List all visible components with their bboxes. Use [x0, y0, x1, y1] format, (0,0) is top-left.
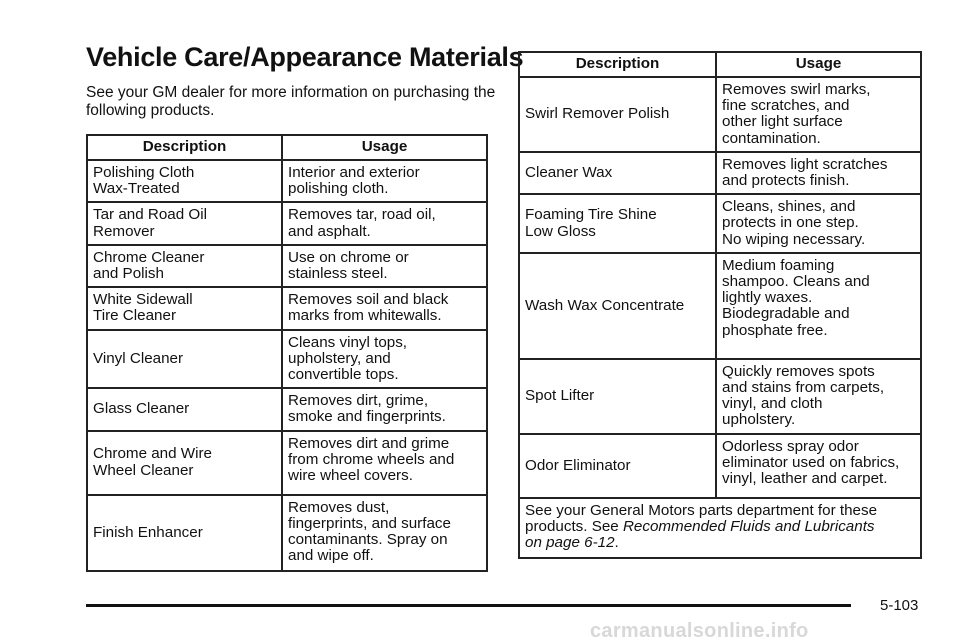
table-row — [87, 160, 487, 202]
usage-cell: Removes soil and black marks from whitewalls. — [282, 287, 487, 329]
description-cell: Tar and Road Oil Remover — [87, 202, 282, 244]
table-row — [87, 330, 487, 389]
footer-rule — [86, 604, 851, 607]
usage-cell: Removes dirt and grime from chrome wheels and wire wheel covers. — [282, 431, 487, 495]
intro-paragraph: See your GM dealer for more information on purchasing the following products. — [86, 84, 496, 119]
note-suffix: . — [614, 534, 619, 552]
description-header: Description — [87, 135, 282, 160]
usage-cell: Medium foaming shampoo. Cleans and lightly waxes. Biodegradable and phosphate free. — [716, 253, 921, 359]
description-header: Description — [519, 52, 716, 77]
note-line-1: See your General Motors parts department for these — [525, 501, 878, 519]
usage-header: Usage — [282, 135, 487, 160]
table-row — [87, 287, 487, 329]
watermark: carmanualsonline.info — [590, 620, 809, 642]
usage-cell: Use on chrome or stainless steel. — [282, 245, 487, 287]
table-row — [519, 77, 921, 152]
description-cell: Swirl Remover Polish — [519, 77, 716, 152]
description-cell: Wash Wax Concentrate — [519, 253, 716, 359]
description-cell: Foaming Tire Shine Low Gloss — [519, 194, 716, 253]
description-cell: White Sidewall Tire Cleaner — [87, 287, 282, 329]
description-cell: Cleaner Wax — [519, 152, 716, 194]
usage-cell: Quickly removes spots and stains from carpets, vinyl, and cloth upholstery. — [716, 359, 921, 434]
usage-cell: Removes dirt, grime, smoke and fingerprints. — [282, 388, 487, 430]
usage-cell: Interior and exterior polishing cloth. — [282, 160, 487, 202]
page-number: 5-103 — [880, 597, 919, 614]
table-row — [87, 388, 487, 430]
note-cross-reference-link[interactable]: Recommended Fluids and Lubricants on page 6-12 — [525, 517, 875, 552]
usage-cell: Cleans, shines, and protects in one step. No wiping necessary. — [716, 194, 921, 253]
table-note — [519, 498, 921, 559]
table-row — [519, 194, 921, 253]
table-header-row — [87, 135, 487, 160]
description-cell: Chrome and Wire Wheel Cleaner — [87, 431, 282, 495]
right-products-table — [518, 51, 922, 559]
left-products-table — [86, 134, 488, 572]
usage-cell: Removes swirl marks, fine scratches, and other light surface contamination. — [716, 77, 921, 152]
table-row — [87, 431, 487, 495]
table-row — [87, 495, 487, 571]
description-cell: Spot Lifter — [519, 359, 716, 434]
table-row — [87, 202, 487, 244]
description-cell: Finish Enhancer — [87, 495, 282, 571]
usage-cell: Removes light scratches and protects finish. — [716, 152, 921, 194]
description-cell: Chrome Cleaner and Polish — [87, 245, 282, 287]
description-cell: Vinyl Cleaner — [87, 330, 282, 389]
table-row — [87, 245, 487, 287]
usage-cell: Cleans vinyl tops, upholstery, and convertible tops. — [282, 330, 487, 389]
table-row — [519, 253, 921, 359]
table-header-row — [519, 52, 921, 77]
table-note-row — [519, 498, 921, 559]
usage-cell: Odorless spray odor eliminator used on fabrics, vinyl, leather and carpet. — [716, 434, 921, 498]
description-cell: Glass Cleaner — [87, 388, 282, 430]
description-cell: Odor Eliminator — [519, 434, 716, 498]
note-prefix: products. See — [525, 517, 623, 535]
table-row — [519, 434, 921, 498]
usage-header: Usage — [716, 52, 921, 77]
description-cell: Polishing Cloth Wax-Treated — [87, 160, 282, 202]
usage-cell: Removes tar, road oil, and asphalt. — [282, 202, 487, 244]
table-row — [519, 152, 921, 194]
page-title: Vehicle Care/Appearance Materials — [86, 42, 524, 72]
table-row — [519, 359, 921, 434]
usage-cell: Removes dust, fingerprints, and surface contaminants. Spray on and wipe off. — [282, 495, 487, 571]
